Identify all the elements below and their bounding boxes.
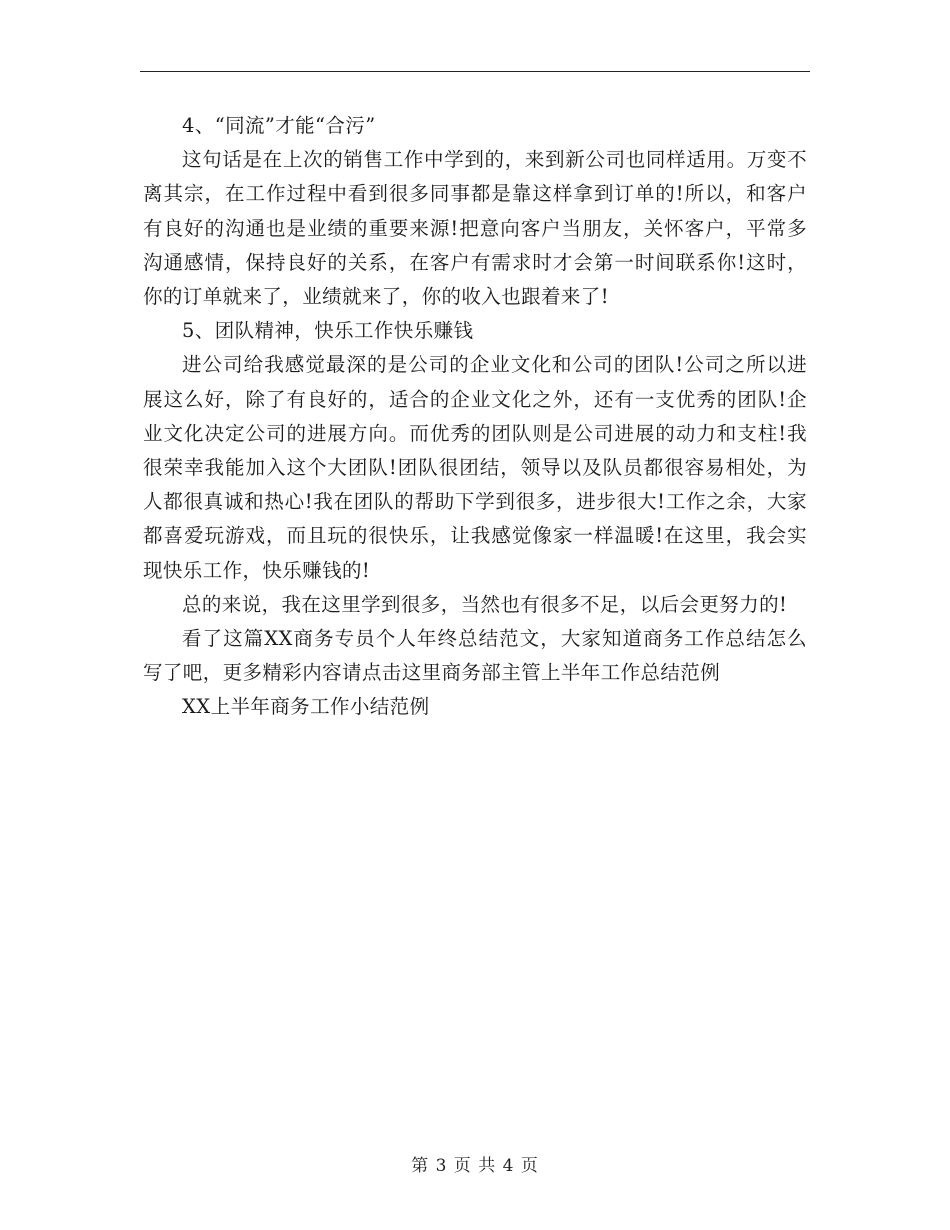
body-paragraph: 看了这篇XX商务专员个人年终总结范文，大家知道商务工作总结怎么写了吧，更多精彩内容请点击这里商务部主管上半年工作总结范例 (143, 627, 807, 685)
body-paragraph: XX上半年商务工作小结范例 (182, 695, 430, 719)
body-paragraph: 进公司给我感觉最深的是公司的企业文化和公司的团队!公司之所以进展这么好，除了有良好的，适合的企业文化之外，还有一支优秀的团队!企业文化决定公司的进展方向。而优秀的团队则是公司进展的动力和支柱!我很荣幸我能加入这个大团队!团队很团结，领导以及队员都很容易相处，为人都很真诚和热心!我在团队的帮助下学到很多，进步很大!工作之余，大家都喜爱玩游戏，而且玩的很快乐，让我感觉像家一样温暖!在这里，我会实现快乐工作，快乐赚钱的! (143, 353, 807, 582)
page-number-label: 第 3 页 共 4 页 (411, 1156, 539, 1176)
body-paragraph: 总的来说，我在这里学到很多，当然也有很多不足，以后会更努力的! (182, 592, 788, 616)
section-heading-4: 4、“同流”才能“合污” (182, 114, 376, 137)
body-paragraph: 这句话是在上次的销售工作中学到的，来到新公司也同样适用。万变不离其宗，在工作过程中看到很多同事都是靠这样拿到订单的!所以，和客户有良好的沟通也是业绩的重要来源!把意向客户当朋友，关怀客户，平常多沟通感情，保持良好的关系，在客户有需求时才会第一时间联系你!这时，你的订单就来了，业绩就来了，你的收入也跟着来了! (143, 148, 807, 309)
document-body (143, 109, 807, 725)
page-footer (0, 1154, 950, 1178)
section-heading-5: 5、团队精神，快乐工作快乐赚钱 (182, 319, 474, 343)
header-rule (140, 71, 810, 72)
